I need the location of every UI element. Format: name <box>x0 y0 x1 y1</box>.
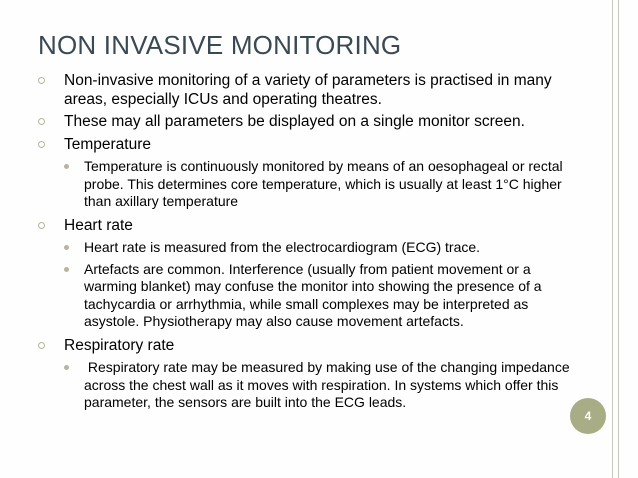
bullet-list <box>38 72 583 416</box>
bullet-text: These may all parameters be displayed on a single monitor screen. <box>64 113 525 130</box>
bullet-item <box>38 72 583 109</box>
dot-bullet-icon <box>64 267 69 272</box>
sub-bullet-text: Temperature is continuously monitored by means of an oesophageal or rectal probe. This determines core temperature, which is usually at least 1°C higher than axillary temperature <box>84 158 563 209</box>
ring-bullet-icon <box>38 77 45 84</box>
sub-bullet-item <box>64 158 583 211</box>
bullet-text: Respiratory rate <box>64 336 175 354</box>
ring-bullet-icon <box>38 342 45 349</box>
sub-bullet-text: Respiratory rate may be measured by making use of the changing impedance across the chest wall as it moves with respiration. In systems which offer this parameter, the sensors are built into the ECG leads. <box>84 359 574 410</box>
bullet-item <box>38 113 583 132</box>
bullet-item-temperature <box>38 136 583 155</box>
bullet-text: Temperature <box>64 135 152 153</box>
sub-bullet-text: Artefacts are common. Interference (usually from patient movement or a warming blanket) may confuse the monitor into showing the presence of a tachycardia or arrhythmia, while small complexes may be interpreted as asystole. Physiotherapy may also cause movement artefacts. <box>84 260 542 329</box>
bullet-text: Non-invasive monitoring of a variety of parameters is practised in many areas, especially ICUs and operating theatres. <box>64 72 552 108</box>
bullet-item-heart-rate <box>38 217 583 236</box>
ring-bullet-icon <box>38 222 45 229</box>
sub-bullet-item <box>64 359 583 412</box>
right-border-line-outer <box>618 0 619 478</box>
dot-bullet-icon <box>64 164 69 169</box>
dot-bullet-icon <box>64 245 69 250</box>
sub-bullet-item <box>64 239 583 257</box>
right-border-line <box>612 0 613 478</box>
ring-bullet-icon <box>38 141 45 148</box>
page-number: 4 <box>584 409 592 423</box>
page-number-badge <box>570 398 606 434</box>
sub-bullet-text: Heart rate is measured from the electrocardiogram (ECG) trace. <box>84 239 481 255</box>
slide-title: NON INVASIVE MONITORING <box>38 30 402 60</box>
bullet-item-respiratory-rate <box>38 337 583 356</box>
sub-bullet-item <box>64 261 583 331</box>
dot-bullet-icon <box>64 365 69 370</box>
ring-bullet-icon <box>38 118 45 125</box>
bullet-text: Heart rate <box>64 216 133 234</box>
